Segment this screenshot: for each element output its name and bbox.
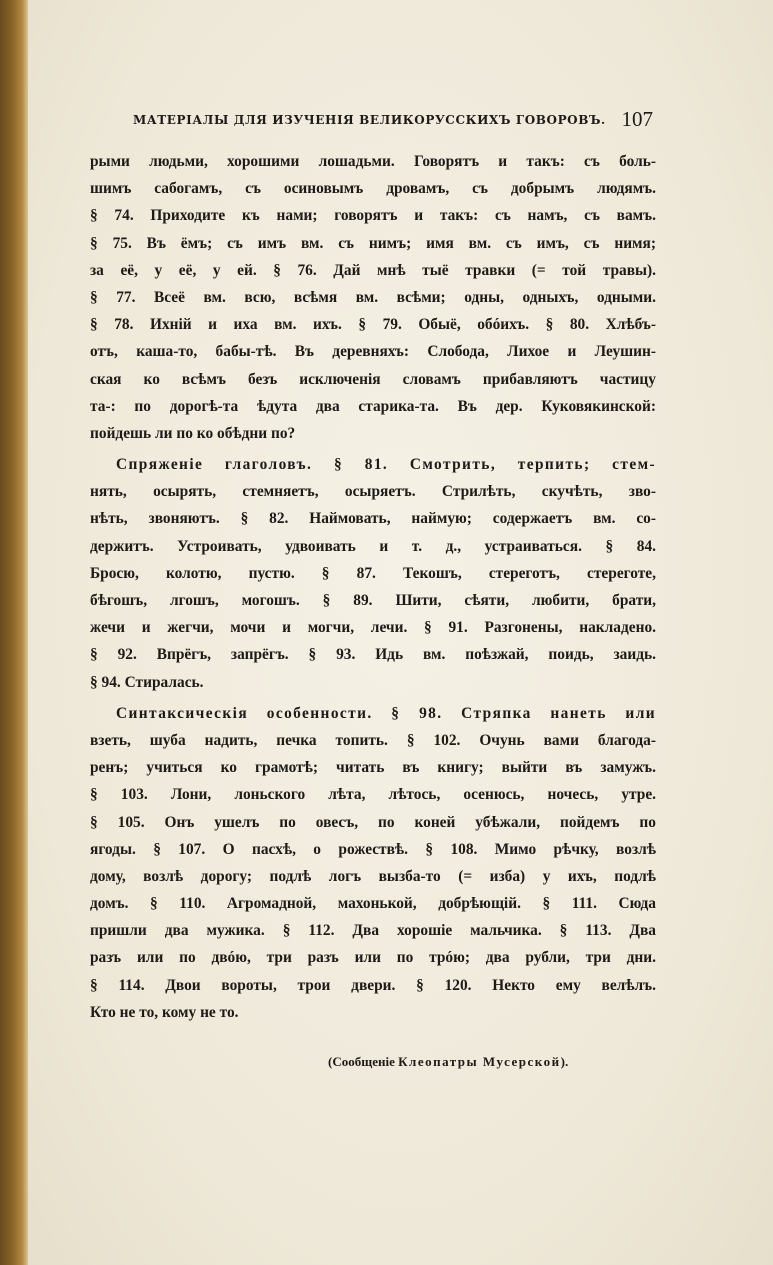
text-line: рыми людьми, хорошими лошадьми. Говорятъ и такъ: съ боль- bbox=[90, 153, 656, 170]
book-page bbox=[28, 0, 773, 1265]
text-line: отъ, каша-то, бабы-тѣ. Въ деревняхъ: Слобода, Лихое и Леушин- bbox=[90, 343, 656, 361]
text-line: § 94. Стиралась. bbox=[90, 673, 204, 691]
text-line: дому, возлѣ дорогу; подлѣ логъ вызба-то (= изба) у ихъ, подлѣ bbox=[90, 867, 656, 885]
text-line: § 114. Двои вороты, трои двери. § 120. Некто ему велѣлъ. bbox=[90, 976, 656, 994]
paragraph bbox=[90, 700, 656, 1026]
text-line: § 92. Впрёгъ, запрёгъ. § 93. Идь вм. поѣзжай, поидь, заидь. bbox=[90, 646, 656, 664]
text-line: бѣгошъ, лгошъ, могошъ. § 89. Шити, сѣяти, любити, брати, bbox=[90, 592, 656, 609]
text-line: § 77. Всеё вм. всю, всѣмя вм. всѣми; одны, одныхъ, одными. bbox=[90, 288, 656, 306]
text-line: нять, осырять, стемняетъ, осыряетъ. Стрилѣть, скучѣть, зво- bbox=[90, 483, 656, 501]
book-spine bbox=[0, 0, 28, 1265]
signature-suffix: ). bbox=[560, 1054, 569, 1069]
text-line: § 75. Въ ёмъ; съ имъ вм. съ нимъ; имя вм. съ имъ, съ нимя; bbox=[90, 234, 656, 252]
text-line: пришли два мужика. § 112. Два хорошіе мальчика. § 113. Два bbox=[90, 922, 656, 940]
text-line: жечи и жегчи, мочи и могчи, лечи. § 91. Разгонены, накладено. bbox=[90, 619, 656, 637]
signature bbox=[328, 1054, 568, 1070]
paragraph bbox=[90, 148, 656, 447]
text-line: нѣть, звоняютъ. § 82. Наймовать, наймую; содержаетъ вм. со- bbox=[90, 510, 656, 528]
text-line: Бросю, колотю, пустю. § 87. Текошъ, стереготъ, стереготе, bbox=[90, 564, 656, 582]
text-line: ская ко всѣмъ безъ исключенія словамъ прибавляютъ частицу bbox=[90, 370, 656, 388]
section-heading-line: Синтаксическія особенности. § 98. Стряпка нанеть или bbox=[116, 704, 656, 722]
text-line: ягоды. § 107. О пасхѣ, о рожествѣ. § 108. Мимо рѣчку, возлѣ bbox=[90, 840, 656, 858]
body-text bbox=[90, 148, 656, 1026]
page-header bbox=[133, 107, 653, 135]
text-line: держитъ. Устроивать, удвоивать и т. д., устраиваться. § 84. bbox=[90, 537, 656, 555]
text-line: ренъ; учиться ко грамотѣ; читать въ книгу; выйти въ замужъ. bbox=[90, 759, 656, 777]
text-line: за её, у её, у ей. § 76. Дай мнѣ тыё травки (= той травы). bbox=[90, 261, 656, 279]
text-line: взеть, шуба надить, печка топить. § 102. Очунь вами благода- bbox=[90, 731, 656, 749]
text-line: § 105. Онъ ушелъ по овесъ, по коней убѣжали, пойдемъ по bbox=[90, 813, 656, 831]
page-number: 107 bbox=[621, 107, 653, 131]
section-heading-line: Спряженіе глаголовъ. § 81. Смотрить, терпить; стем- bbox=[116, 456, 656, 474]
running-title: МАТЕРІАЛЫ ДЛЯ ИЗУЧЕНІЯ ВЕЛИКОРУССКИХЪ ГОВОРОВЪ. bbox=[133, 113, 606, 127]
text-line: домъ. § 110. Агромадной, махонькой, добрѣющій. § 111. Сюда bbox=[90, 895, 656, 913]
text-line: пойдешь ли по ко обѣдни по? bbox=[90, 424, 296, 442]
signature-name: Клеопатры Мусерской bbox=[398, 1054, 561, 1069]
text-line: § 103. Лони, лоньского лѣта, лѣтось, осенюсь, ночесь, утре. bbox=[90, 786, 656, 804]
text-line: Кто не то, кому не то. bbox=[90, 1003, 239, 1021]
text-line: та-: по дорогѣ-та ѣдута два старика-та. Въ дер. Куковякинской: bbox=[90, 397, 656, 415]
text-line: § 78. Ихнiй и иха вм. ихъ. § 79. Обыё, обóихъ. § 80. Хлѣбъ- bbox=[90, 316, 656, 334]
signature-prefix: (Сообщеніе bbox=[328, 1054, 395, 1069]
paragraph bbox=[90, 451, 656, 696]
text-line: § 74. Приходите къ нами; говорятъ и такъ: съ намъ, съ вамъ. bbox=[90, 207, 656, 225]
text-line: шимъ сабогамъ, съ осиновымъ дровамъ, съ добрымъ людямъ. bbox=[90, 180, 656, 198]
text-line: разъ или по двóю, три разъ или по трóю; два рубли, три дни. bbox=[90, 949, 656, 967]
